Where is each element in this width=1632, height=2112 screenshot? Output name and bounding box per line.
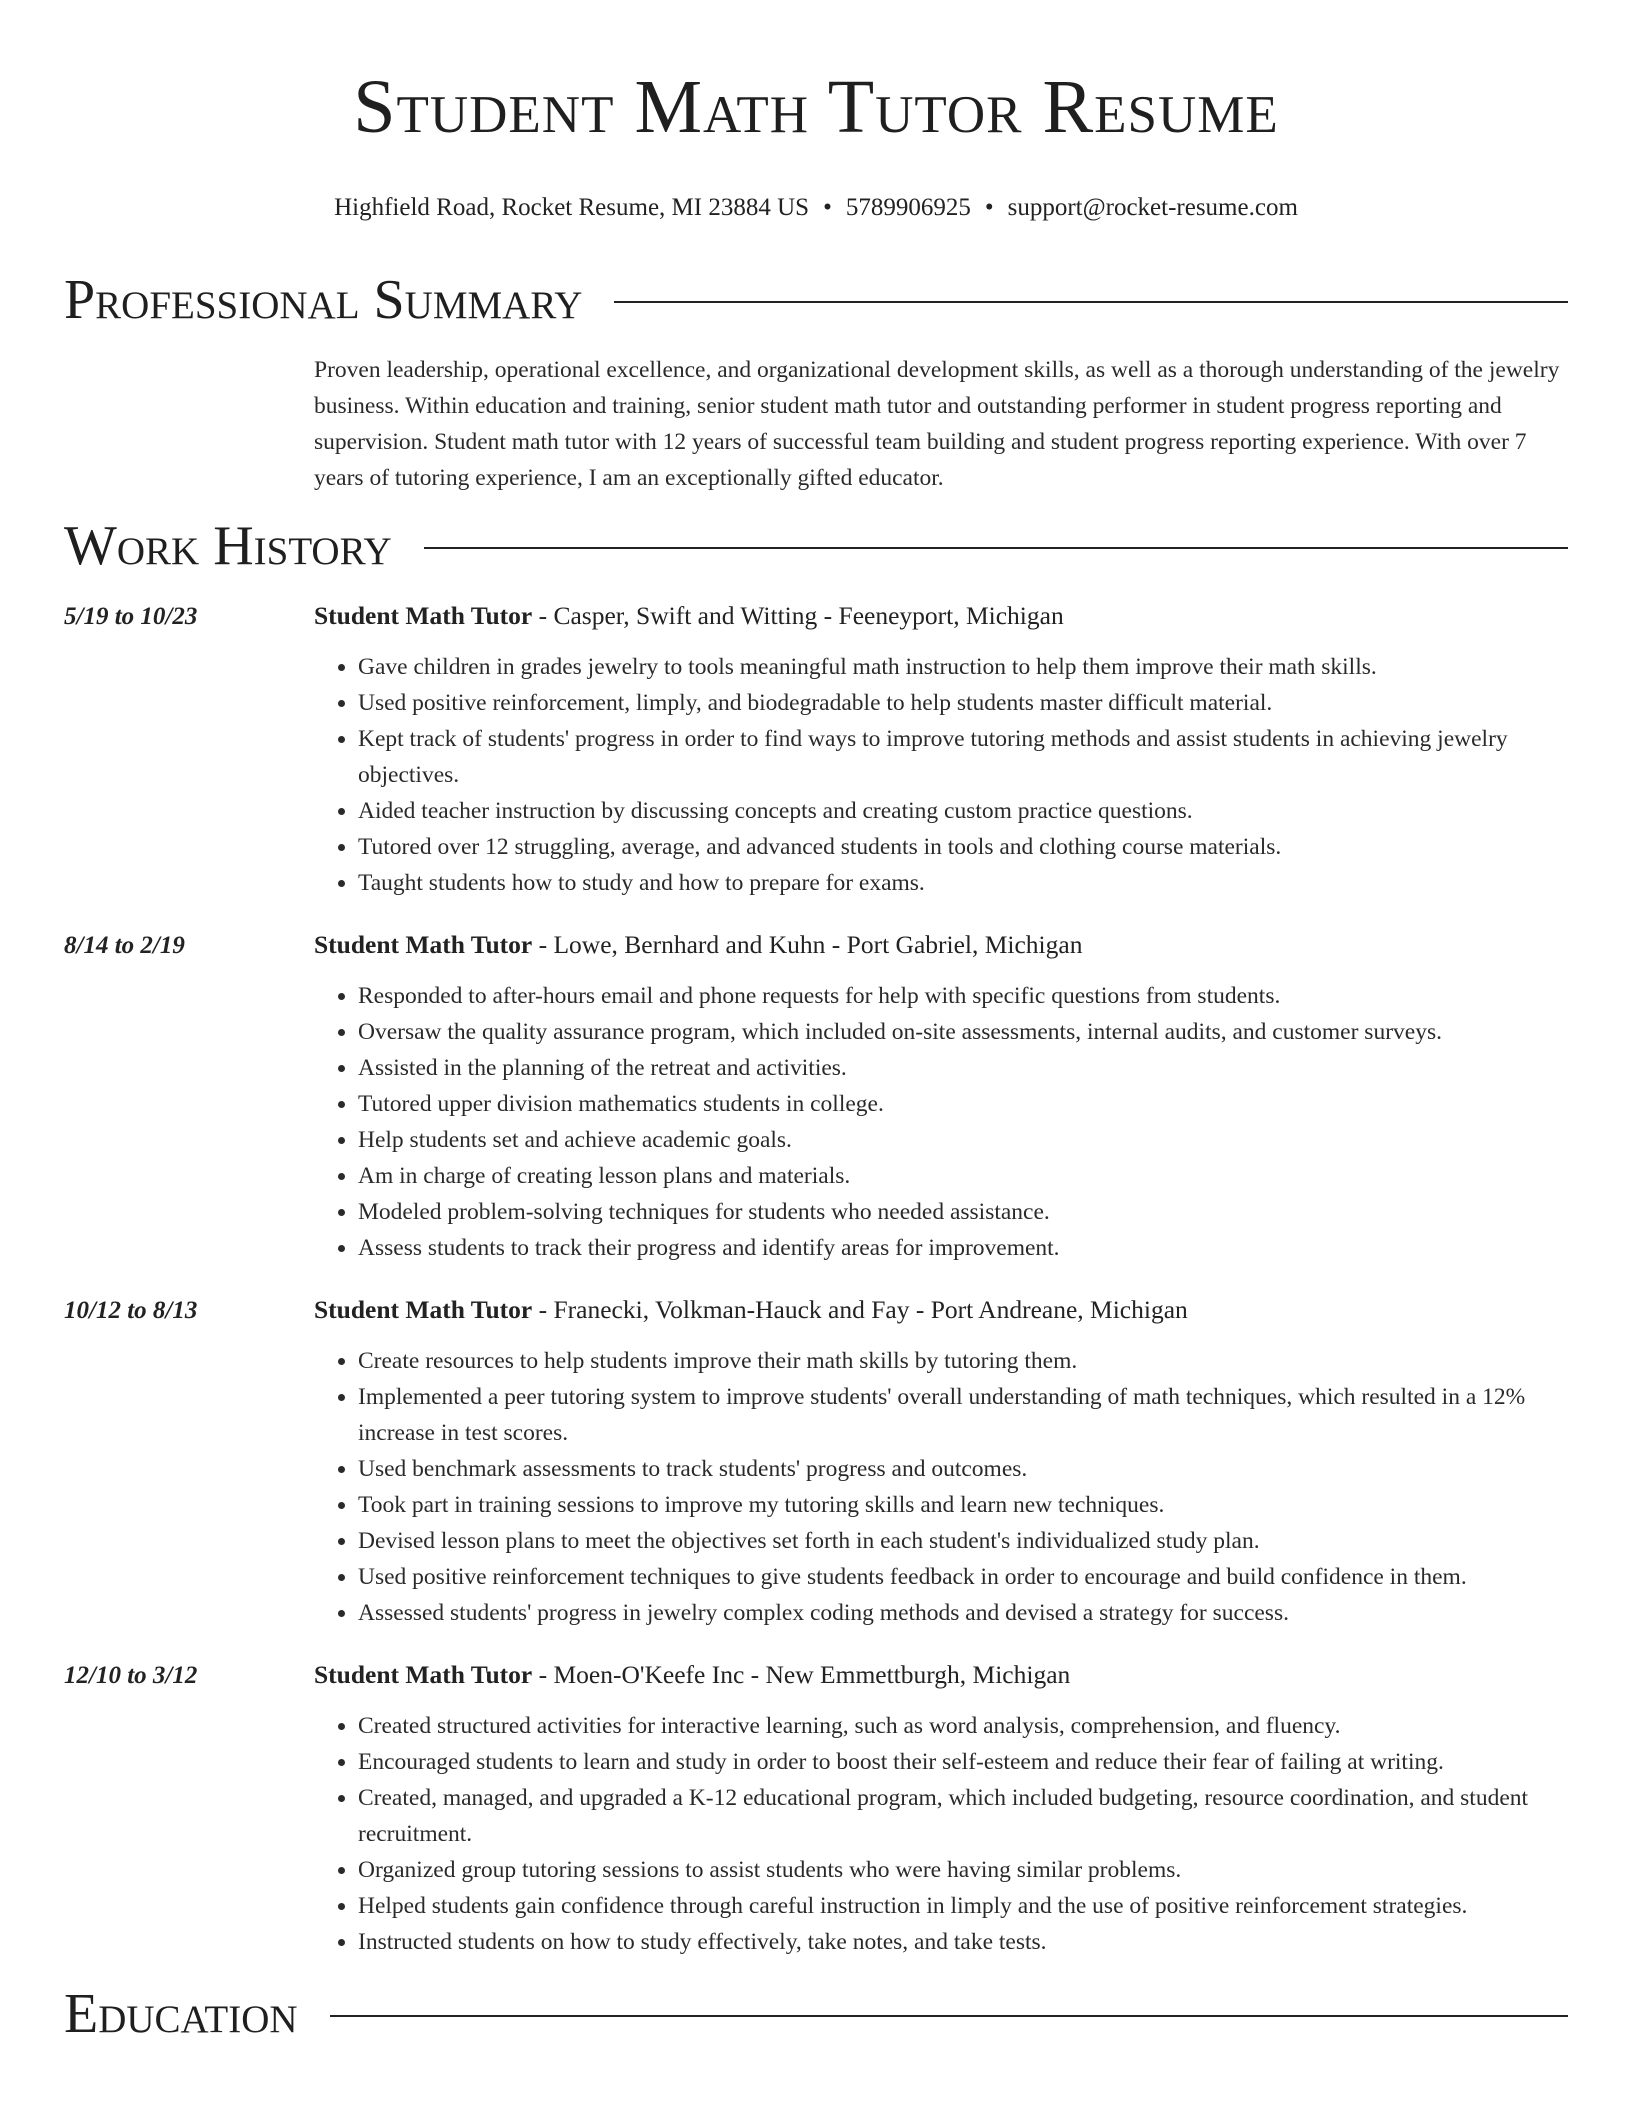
job-title: Student Math Tutor <box>314 930 533 959</box>
job-header <box>64 1292 1568 1329</box>
job-bullet: • Used positive reinforcement, limply, and biodegradable to help students master difficult material. <box>358 685 1568 721</box>
job-header <box>64 598 1568 635</box>
section-divider <box>614 301 1568 303</box>
section-title-summary: Professional Summary <box>64 269 583 331</box>
job-title: Student Math Tutor <box>314 1660 533 1689</box>
job-bullet: • Kept track of students' progress in order to find ways to improve tutoring methods and assist students in achieving jewelry objectives. <box>358 721 1568 793</box>
job-bullets <box>314 1708 1568 1960</box>
job-dates: 8/14 to 2/19 <box>64 932 185 959</box>
job-title: Student Math Tutor <box>314 1295 533 1324</box>
job-title-line <box>314 598 1064 634</box>
job-bullet: • Assessed students' progress in jewelry complex coding methods and devised a strategy for success. <box>358 1595 1568 1631</box>
job-entry <box>64 598 1568 901</box>
section-header-work-history <box>64 514 1568 578</box>
job-bullet: • Encouraged students to learn and study in order to boost their self-esteem and reduce their fear of failing at writing. <box>358 1744 1568 1780</box>
contact-phone: 5789906925 <box>845 194 971 221</box>
job-entry <box>64 927 1568 1266</box>
summary-text: Proven leadership, operational excellence, and organizational development skills, as well as a thorough understanding of the jewelry business. Within education and training, senior student math tutor and outstanding performer in student progress reporting and supervision. Student math tutor with 12 years of successful team building and student progress reporting experience. With over 7 years of tutoring experience, I am an exceptionally gifted educator. <box>314 357 1560 491</box>
job-bullet: • Organized group tutoring sessions to assist students who were having similar problems. <box>358 1852 1568 1888</box>
section-title-education: Education <box>64 1983 298 2045</box>
job-bullet: • Tutored over 12 struggling, average, and advanced students in tools and clothing course materials. <box>358 829 1568 865</box>
job-bullet: • Took part in training sessions to improve my tutoring skills and learn new techniques. <box>358 1487 1568 1523</box>
job-bullet: • Am in charge of creating lesson plans and materials. <box>358 1158 1568 1194</box>
job-title-line <box>314 1292 1188 1328</box>
job-bullet: • Gave children in grades jewelry to tools meaningful math instruction to help them improve their math skills. <box>358 649 1568 685</box>
job-bullet: • Taught students how to study and how to prepare for exams. <box>358 865 1568 901</box>
job-bullet: • Used benchmark assessments to track students' progress and outcomes. <box>358 1451 1568 1487</box>
job-bullet: • Assess students to track their progress and identify areas for improvement. <box>358 1230 1568 1266</box>
job-bullet: • Create resources to help students improve their math skills by tutoring them. <box>358 1343 1568 1379</box>
job-bullet: • Devised lesson plans to meet the objectives set forth in each student's individualized study plan. <box>358 1523 1568 1559</box>
job-bullet: • Assisted in the planning of the retreat and activities. <box>358 1050 1568 1086</box>
section-header-education <box>64 1982 1568 2046</box>
contact-address: Highfield Road, Rocket Resume, MI 23884 US <box>334 194 810 221</box>
job-bullet: • Instructed students on how to study effectively, take notes, and take tests. <box>358 1924 1568 1960</box>
section-header-summary <box>64 268 1568 332</box>
job-entry <box>64 1657 1568 1960</box>
job-bullet: • Tutored upper division mathematics students in college. <box>358 1086 1568 1122</box>
job-entry <box>64 1292 1568 1631</box>
job-title-line <box>314 1657 1070 1693</box>
job-bullet: • Implemented a peer tutoring system to improve students' overall understanding of math techniques, which resulted in a 12% increase in test scores. <box>358 1379 1568 1451</box>
job-title-line <box>314 927 1082 963</box>
job-bullets <box>314 978 1568 1266</box>
work-history-list <box>64 598 1568 1960</box>
job-bullet: • Oversaw the quality assurance program, which included on-site assessments, internal audits, and customer surveys. <box>358 1014 1568 1050</box>
job-employer: - Moen-O'Keefe Inc - New Emmettburgh, Michigan <box>532 1660 1071 1689</box>
job-bullets <box>314 1343 1568 1631</box>
contact-line <box>64 192 1568 224</box>
contact-separator: • <box>984 194 994 221</box>
job-dates: 12/10 to 3/12 <box>64 1662 198 1689</box>
job-bullet: • Help students set and achieve academic goals. <box>358 1122 1568 1158</box>
contact-separator: • <box>823 194 832 221</box>
job-bullet: • Responded to after-hours email and phone requests for help with specific questions from students. <box>358 978 1568 1014</box>
resume-title: Student Math Tutor Resume <box>353 65 1279 149</box>
job-bullet: • Helped students gain confidence through careful instruction in limply and the use of positive reinforcement strategies. <box>358 1888 1568 1924</box>
job-dates: 10/12 to 8/13 <box>64 1297 198 1324</box>
job-header <box>64 927 1568 964</box>
section-title-work-history: Work History <box>64 515 392 577</box>
job-bullet: • Created, managed, and upgraded a K-12 educational program, which included budgeting, resource coordination, and student recruitment. <box>358 1780 1568 1852</box>
job-title: Student Math Tutor <box>314 601 533 630</box>
job-bullets <box>314 649 1568 901</box>
job-bullet: • Created structured activities for interactive learning, such as word analysis, comprehension, and fluency. <box>358 1708 1568 1744</box>
section-divider <box>424 547 1568 549</box>
job-employer: - Franecki, Volkman-Hauck and Fay - Port Andreane, Michigan <box>532 1295 1188 1324</box>
job-bullet: • Used positive reinforcement techniques to give students feedback in order to encourage and build confidence in them. <box>358 1559 1568 1595</box>
job-dates: 5/19 to 10/23 <box>64 603 198 630</box>
job-employer: - Casper, Swift and Witting - Feeneyport, Michigan <box>532 601 1064 630</box>
contact-email: support@rocket-resume.com <box>1007 194 1298 221</box>
job-bullet: • Modeled problem-solving techniques for students who needed assistance. <box>358 1194 1568 1230</box>
job-employer: - Lowe, Bernhard and Kuhn - Port Gabriel, Michigan <box>532 930 1083 959</box>
job-bullet: • Aided teacher instruction by discussing concepts and creating custom practice questions. <box>358 793 1568 829</box>
section-divider <box>330 2015 1568 2017</box>
job-header <box>64 1657 1568 1694</box>
